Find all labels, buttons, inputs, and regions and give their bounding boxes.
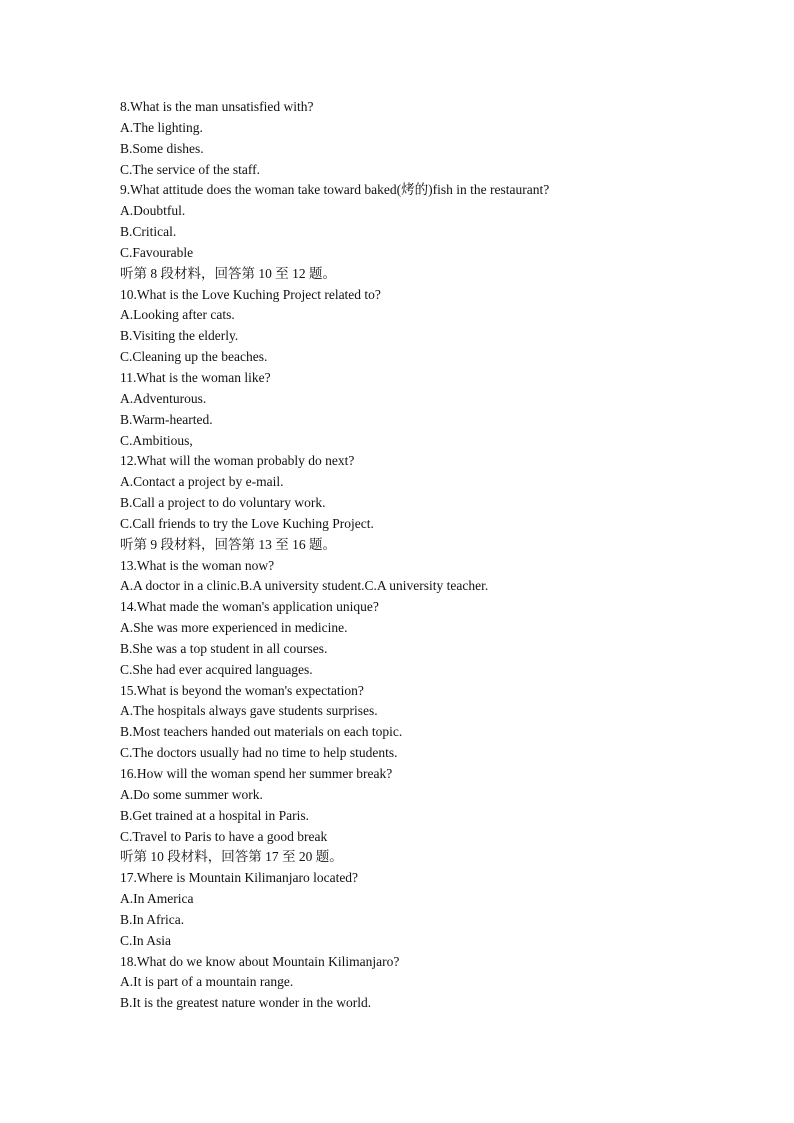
option-14b: B.She was a top student in all courses. (120, 640, 328, 656)
option-11b: B.Warm-hearted. (120, 411, 213, 427)
question-11: 11.What is the woman like? (120, 369, 271, 385)
option-18a: A.It is part of a mountain range. (120, 974, 294, 990)
section-heading-10: 听第 10 段材料，回答第 17 至 20 题。 (120, 849, 343, 865)
question-8: 8.What is the man unsatisfied with? (120, 99, 314, 114)
option-10c: C.Cleaning up the beaches. (120, 349, 268, 365)
option-15b: B.Most teachers handed out materials on each topic. (120, 724, 403, 740)
option-17a: A.In America (120, 891, 194, 907)
option-9c: C.Favourable (120, 244, 194, 260)
option-17c: C.In Asia (120, 932, 172, 948)
option-18b: B.It is the greatest nature wonder in the world. (120, 995, 372, 1011)
option-16a: A.Do some summer work. (120, 786, 263, 802)
option-17b: B.In Africa. (120, 911, 185, 927)
section-heading-9: 听第 9 段材料，回答第 13 至 16 题。 (120, 536, 336, 552)
option-16b: B.Get trained at a hospital in Paris. (120, 807, 309, 823)
question-9: 9.What attitude does the woman take toward baked(烤的)fish in the restaurant? (120, 182, 550, 198)
question-16: 16.How will the woman spend her summer break? (120, 766, 393, 781)
option-11a: A.Adventurous. (120, 390, 207, 406)
option-12b: B.Call a project to do voluntary work. (120, 495, 326, 511)
question-12: 12.What will the woman probably do next? (120, 453, 355, 469)
option-14c: C.She had ever acquired languages. (120, 661, 313, 677)
question-15: 15.What is beyond the woman's expectation? (120, 682, 364, 698)
option-15c: C.The doctors usually had no time to help students. (120, 745, 398, 761)
option-11c: C.Ambitious, (120, 432, 193, 448)
option-10b: B.Visiting the elderly. (120, 328, 239, 344)
option-8b: B.Some dishes. (120, 140, 204, 156)
option-14a: A.She was more experienced in medicine. (120, 620, 348, 636)
option-16c: C.Travel to Paris to have a good break (120, 828, 328, 844)
question-13: 13.What is the woman now? (120, 557, 275, 573)
question-10: 10.What is the Love Kuching Project related to? (120, 286, 381, 302)
option-12a: A.Contact a project by e-mail. (120, 474, 284, 490)
document-page (120, 97, 760, 1014)
option-9b: B.Critical. (120, 224, 177, 240)
option-8c: C.The service of the staff. (120, 161, 260, 177)
question-18: 18.What do we know about Mountain Kilimanjaro? (120, 953, 400, 969)
section-heading-8: 听第 8 段材料，回答第 10 至 12 题。 (120, 265, 336, 281)
option-12c: C.Call friends to try the Love Kuching Project. (120, 515, 374, 531)
options-13: A.A doctor in a clinic.B.A university student.C.A university teacher. (120, 578, 489, 594)
question-17: 17.Where is Mountain Kilimanjaro located? (120, 870, 359, 886)
question-14: 14.What made the woman's application unique? (120, 599, 379, 615)
option-8a: A.The lighting. (120, 119, 203, 135)
option-9a: A.Doubtful. (120, 203, 186, 219)
option-15a: A.The hospitals always gave students surprises. (120, 703, 378, 719)
option-10a: A.Looking after cats. (120, 307, 235, 323)
